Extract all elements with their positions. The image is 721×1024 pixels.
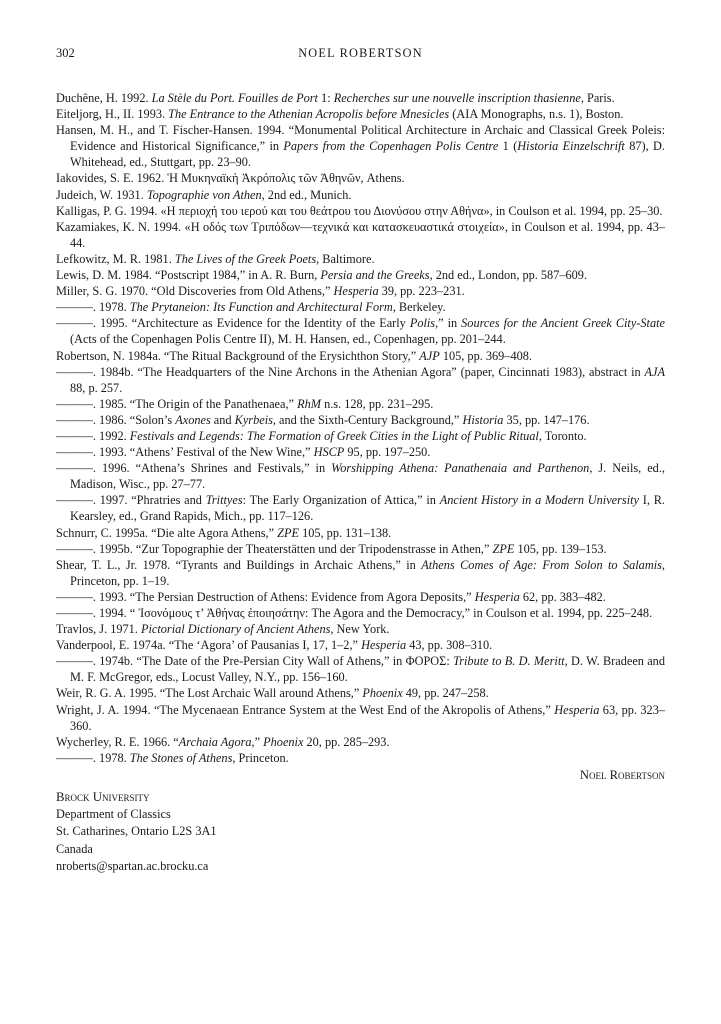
reference-text: , Paris. [580,91,615,105]
reference-entry [56,734,665,750]
reference-text: 105, pp. 139–153. [514,541,607,556]
reference-title-italic: ZPE [277,525,300,540]
reference-entry [56,315,665,347]
reference-text: , 2nd ed., Munich. [261,187,352,202]
reference-entry [56,364,665,396]
reference-text: ———. 1993. “The Persian Destruction of Athens: Evidence from Agora Deposits,” [56,589,475,604]
reference-entry [56,219,665,251]
reference-text: , Berkeley. [392,300,446,315]
reference-text: Lefkowitz, M. R. 1981. [56,251,175,266]
reference-text: Judeich, W. 1931. [56,187,147,202]
reference-title-italic: HSCP [313,445,345,460]
reference-text: n.s. 128, pp. 231–295. [321,396,434,411]
reference-text: 1 ( [498,139,518,154]
reference-text: ———. 1978. [56,750,130,765]
reference-text: ———. 1994. “ Ἰσονόμους τ’ Ἀθήνας ἐποιησάτην: The Agora and the Democracy,” in Coulson et al. 1994, pp. 225–248. [56,606,653,620]
reference-title-italic: Phoenix [362,686,403,701]
reference-title-italic: The Entrance to the Athenian Acropolis before Mnesicles [168,107,450,122]
reference-text: , 2nd ed., London, pp. 587–609. [429,268,588,283]
reference-text: Kalligas, P. G. 1994. «Η περιοχή του ιερού και του θεάτρου του Διονύσου στην Αθήνα», in Coulson et al. 1994, pp. 25–30. [56,203,663,218]
reference-text: and [210,412,235,427]
reference-text: 62, pp. 383–482. [519,589,606,604]
reference-text: 95, pp. 197–250. [344,445,431,460]
reference-text: , Princeton. [232,750,289,765]
reference-text: Robertson, N. 1984a. “The Ritual Background of the Erysichthon Story,” [56,348,420,363]
reference-entry [56,90,665,106]
reference-entry [56,685,665,701]
reference-text: ———. 1995b. “Zur Topographie der Theaterstätten und der Tripodenstrasse in Athen,” [56,541,493,556]
reference-entry [56,187,665,203]
reference-text: 35, pp. 147–176. [503,412,590,427]
reference-title-italic: Papers from the Copenhagen Polis Centre [283,139,499,154]
reference-title-italic: Recherches sur une nouvelle inscription thasienne [333,91,581,105]
reference-entry [56,170,665,186]
reference-text: 105, pp. 131–138. [299,525,392,540]
reference-text: , Princeton, pp. 1–19. [70,557,665,588]
reference-entry [56,106,665,122]
reference-text: Wycherley, R. E. 1966. “ [56,734,179,749]
reference-title-italic: Athens Comes of Age: From Solon to Salamis [421,557,662,572]
reference-text: ———. 1996. “Athena’s Shrines and Festivals,” in [56,461,332,476]
reference-title-italic: Hesperia [361,638,407,653]
reference-entry [56,702,665,734]
reference-text: ———. 1995. “Architecture as Evidence for the Identity of the Early [56,316,410,331]
reference-entry [56,557,665,589]
reference-title-italic: Ancient History in a Modern University [439,493,639,508]
reference-text: : The Early Organization of Attica,” in [242,493,440,508]
reference-text: ———. 1984b. “The Headquarters of the Nine Archons in the Athenian Agora” (paper, Cincinnati 1983), abstract in [56,364,645,379]
reference-text: 105, pp. 369–408. [439,348,532,363]
reference-title-italic: Archaia Agora [178,734,252,749]
reference-text: , and the Sixth-Century Background,” [272,412,463,427]
reference-title-italic: AJP [419,348,440,363]
reference-text: , New York. [330,622,390,637]
reference-text: 39, pp. 223–231. [378,284,465,299]
reference-title-italic: La Stèle du Port. Fouilles de Port [151,91,318,105]
reference-title-italic: Worshipping Athena: Panathenaia and Parthenon [331,461,590,476]
reference-text: Schnurr, C. 1995a. “Die alte Agora Athens,” [56,525,278,540]
reference-title-italic: Pictorial Dictionary of Ancient Athens [140,622,331,637]
reference-text: , J. Neils, ed., Madison, Wisc., pp. 27–77. [70,461,665,492]
reference-entry [56,637,665,653]
affiliation-block [56,789,665,875]
reference-text: 87), D. Whitehead, ed., Stuttgart, pp. 23–90. [70,139,665,170]
reference-title-italic: Hesperia [554,702,600,717]
reference-title-italic: Tribute to B. D. Meritt [453,654,565,669]
running-title: NOEL ROBERTSON [298,46,423,60]
reference-text: Weir, R. G. A. 1995. “The Lost Archaic Wall around Athens,” [56,686,363,701]
page-number: 302 [56,46,75,60]
reference-title-italic: The Prytaneion: Its Function and Architectural Form [129,300,393,315]
reference-text: I, R. Kearsley, ed., Grand Rapids, Mich., pp. 117–126. [70,493,666,524]
reference-entry [56,492,665,524]
reference-title-italic: Sources for the Ancient Greek City-State [461,316,665,331]
reference-entry [56,251,665,267]
reference-entry [56,750,665,766]
reference-text: ———. 1993. “Athens’ Festival of the New Wine,” [56,445,314,460]
reference-text: ———. 1986. “Solon’s [56,412,176,427]
reference-text: ———. 1992. [56,428,130,443]
reference-text: ———. 1985. “The Origin of the Panathenaea,” [56,396,298,411]
reference-text: , Toronto. [538,428,587,443]
reference-text: ,” [251,734,264,749]
reference-title-italic: Historia [462,412,504,427]
reference-text: Iakovides, S. E. 1962. Ἡ Μυκηναϊκὴ Ἀκρόπολις τῶν Ἀθηνῶν, Athens. [56,171,405,186]
reference-entry [56,653,665,685]
reference-entry [56,348,665,364]
email-line: nroberts@spartan.ac.brocku.ca [56,858,209,873]
reference-title-italic: Topographie von Athen [146,187,262,202]
reference-text: 49, pp. 247–258. [402,686,489,701]
reference-entry [56,283,665,299]
reference-title-italic: Historia Einzelschrift [517,139,625,154]
reference-title-italic: Trittyes [205,493,243,508]
reference-text: 88, p. 257. [70,380,123,395]
reference-entry [56,203,665,219]
reference-title-italic: Kyrbeis [234,412,273,427]
reference-entry [56,267,665,283]
reference-text: Lewis, D. M. 1984. “Postscript 1984,” in A. R. Burn, [56,268,321,283]
reference-text: 63, pp. 323–360. [70,702,666,733]
reference-text: Travlos, J. 1971. [56,622,141,637]
reference-entry [56,299,665,315]
reference-title-italic: The Lives of the Greek Poets [174,251,317,266]
reference-text: Miller, S. G. 1970. “Old Discoveries from Old Athens,” [56,284,334,299]
reference-title-italic: Hesperia [474,589,520,604]
reference-entry [56,621,665,637]
reference-text: , Baltimore. [316,251,375,266]
reference-title-italic: Phoenix [263,734,304,749]
reference-text: Shear, T. L., Jr. 1978. “Tyrants and Buildings in Archaic Athens,” in [56,557,422,572]
reference-title-italic: Axones [175,412,211,427]
affiliation-line: Brock University [56,789,150,804]
reference-entry [56,444,665,460]
page-header [56,46,665,62]
reference-title-italic: ZPE [492,541,515,556]
reference-text: Duchêne, H. 1992. [56,91,152,105]
reference-text: Eiteljorg, H., II. 1993. [56,107,169,122]
reference-entry [56,396,665,412]
reference-title-italic: RhM [297,396,321,411]
reference-text: 20, pp. 285–293. [303,734,390,749]
reference-entry [56,605,665,621]
reference-title-italic: The Stones of Athens [129,750,233,765]
reference-entry [56,428,665,444]
reference-entry [56,122,665,170]
references-list [56,90,665,766]
reference-text: Vanderpool, E. 1974a. “The ‘Agora’ of Pausanias I, 17, 1–2,” [56,638,362,653]
affiliation-line: St. Catharines, Ontario L2S 3A1 [56,824,217,839]
reference-title-italic: Polis [409,316,436,331]
reference-entry [56,412,665,428]
signature: Noel Robertson [579,767,665,782]
reference-text: 1: [317,91,334,105]
reference-entry [56,525,665,541]
reference-text: (Acts of the Copenhagen Polis Centre II), M. H. Hansen, ed., Copenhagen, pp. 201–244. [70,332,506,347]
affiliation-line: Department of Classics [56,807,171,822]
reference-text: Kazamiakes, K. N. 1994. «Η οδός των Τριπόδων—τεχνικά και κατασκευαστικά στοιχεία», in Coulson et al. 1994, pp. 43–44. [56,219,665,250]
reference-entry [56,460,665,492]
reference-text: (AIA Monographs, n.s. 1), Boston. [449,107,624,122]
reference-text: 43, pp. 308–310. [406,638,493,653]
reference-title-italic: AJA [644,364,665,379]
reference-text: , D. W. Bradeen and M. F. McGregor, eds., Locust Valley, N.Y., pp. 156–160. [70,654,665,685]
reference-text: ———. 1974b. “The Date of the Pre-Persian City Wall of Athens,” in ΦΟΡΟΣ: [56,654,454,669]
reference-text: ———. 1997. “Phratries and [56,493,206,508]
reference-text: Wright, J. A. 1994. “The Mycenaean Entrance System at the West End of the Akropolis of Athens,” [56,702,555,717]
reference-text: ,” in [435,316,462,331]
affiliation-line: Canada [56,841,93,856]
reference-title-italic: Festivals and Legends: The Formation of Greek Cities in the Light of Public Ritual [129,428,539,443]
reference-text: Hansen, M. H., and T. Fischer-Hansen. 1994. “Monumental Political Architecture in Archaic and Classical Greek Poleis: Evidence and Historical Significance,” in [56,123,665,154]
reference-entry [56,589,665,605]
reference-text: ———. 1978. [56,300,130,315]
reference-entry [56,541,665,557]
reference-title-italic: Persia and the Greeks [320,268,430,283]
reference-title-italic: Hesperia [333,284,379,299]
